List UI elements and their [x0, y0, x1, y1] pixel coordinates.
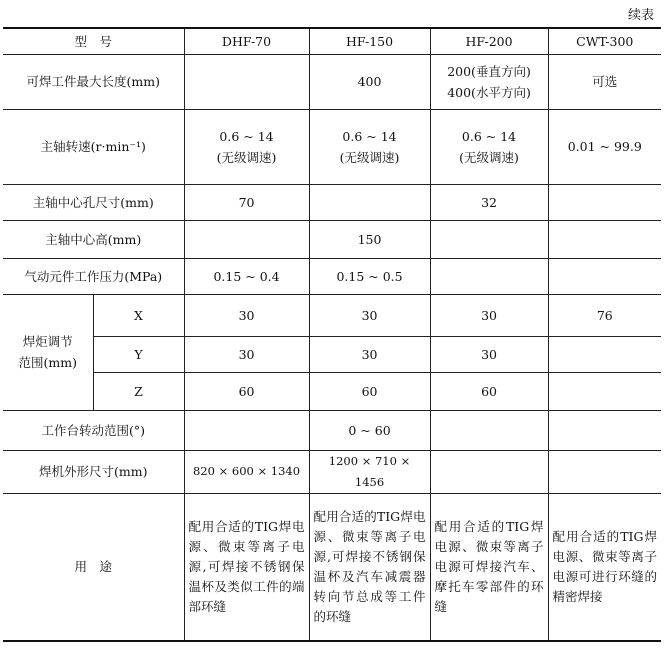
axis-x-label: X [93, 294, 184, 336]
row-torch-x [3, 294, 661, 336]
row-dimensions [3, 450, 661, 493]
cell-speed-dhf70 [184, 109, 309, 184]
model-cwt300: CWT-300 [548, 28, 661, 54]
cell-z-dhf70: 60 [184, 372, 309, 410]
cell-usage-cwt300: 配用合适的TIG焊电源、微束等离子电源可进行环缝的精密焊接 [548, 493, 661, 641]
label-max-length: 可焊工件最大长度(mm) [3, 54, 184, 109]
cell-max-length-cwt300: 可选 [548, 54, 661, 109]
row-center-height [3, 220, 661, 258]
speed-range: 0.6 ~ 14 [461, 128, 517, 144]
row-max-length [3, 54, 661, 109]
cell-speed-hf150 [309, 109, 430, 184]
cell-z-hf150: 60 [309, 372, 430, 410]
speed-range: 0.6 ~ 14 [219, 128, 274, 144]
row-pressure [3, 258, 661, 294]
cell-max-length-hf200 [430, 54, 548, 109]
cell-empty [548, 450, 661, 493]
cell-center-hole-dhf70: 70 [184, 184, 309, 220]
cell-center-height-hf150: 150 [309, 220, 430, 258]
cell-empty [184, 410, 309, 450]
row-spindle-speed [3, 109, 661, 184]
speed-note: (无级调速) [339, 149, 400, 165]
row-torch-y [3, 336, 661, 372]
label-center-hole: 主轴中心孔尺寸(mm) [3, 184, 184, 220]
cell-usage-hf200: 配用合适的TIG焊电源、微束等离子电源可焊接汽车、摩托车零部件的环缝 [430, 493, 548, 641]
continued-label: 续表 [627, 8, 654, 23]
cell-empty [548, 410, 661, 450]
cell-speed-hf200 [430, 109, 548, 184]
cell-center-hole-hf200: 32 [430, 184, 548, 220]
row-center-hole [3, 184, 661, 220]
cell-y-dhf70: 30 [184, 336, 309, 372]
cell-usage-dhf70: 配用合适的TIG焊电源、微束等离子电源,可焊接不锈钢保温杯及类似工件的端部环缝 [184, 493, 309, 641]
torch-range-line2: 范围(mm) [18, 355, 77, 370]
max-length-horizontal: 400(水平方向) [447, 84, 531, 100]
axis-z-label: Z [93, 372, 184, 410]
label-pressure: 气动元件工作压力(MPa) [3, 258, 184, 294]
model-dhf70: DHF-70 [184, 28, 309, 54]
cell-x-hf200: 30 [430, 294, 548, 336]
cell-empty [548, 336, 661, 372]
max-length-vertical: 200(垂直方向) [447, 63, 531, 79]
cell-empty [184, 54, 309, 109]
label-spindle-speed: 主轴转速(r·min⁻¹) [3, 109, 184, 184]
speed-range: 0.6 ~ 14 [342, 128, 397, 144]
cell-rotation-hf150: 0 ~ 60 [309, 410, 430, 450]
cell-empty [548, 372, 661, 410]
label-rotation: 工作台转动范围(°) [3, 410, 184, 450]
speed-note: (无级调速) [216, 149, 277, 165]
welder-spec-table [3, 27, 661, 642]
cell-empty [430, 410, 548, 450]
cell-empty [309, 184, 430, 220]
model-hf200: HF-200 [430, 28, 548, 54]
cell-empty [548, 220, 661, 258]
cell-empty [430, 450, 548, 493]
cell-z-hf200: 60 [430, 372, 548, 410]
cell-dimensions-dhf70: 820 × 600 × 1340 [184, 450, 309, 493]
cell-x-hf150: 30 [309, 294, 430, 336]
label-dimensions: 焊机外形尺寸(mm) [3, 450, 184, 493]
cell-x-dhf70: 30 [184, 294, 309, 336]
cell-empty [430, 220, 548, 258]
speed-note: (无级调速) [459, 149, 519, 165]
label-usage: 用 途 [3, 493, 184, 641]
cell-usage-hf150: 配用合适的TIG焊电源、微束等离子电源,可焊接不锈钢保温杯及汽车减震器转向节总成等工件的环缝 [309, 493, 430, 641]
axis-y-label: Y [93, 336, 184, 372]
label-center-height: 主轴中心高(mm) [3, 220, 184, 258]
cell-pressure-dhf70: 0.15 ~ 0.4 [184, 258, 309, 294]
cell-x-cwt300: 76 [548, 294, 661, 336]
cell-speed-cwt300: 0.01 ~ 99.9 [548, 109, 661, 184]
row-torch-z [3, 372, 661, 410]
cell-max-length-hf150: 400 [309, 54, 430, 109]
cell-y-hf200: 30 [430, 336, 548, 372]
cell-pressure-hf150: 0.15 ~ 0.5 [309, 258, 430, 294]
row-usage [3, 493, 661, 641]
label-torch-range [3, 294, 93, 410]
model-label: 型 号 [3, 28, 184, 54]
cell-y-hf150: 30 [309, 336, 430, 372]
cell-empty [184, 220, 309, 258]
cell-empty [548, 184, 661, 220]
model-hf150: HF-150 [309, 28, 430, 54]
header-row [3, 28, 661, 54]
row-rotation [3, 410, 661, 450]
cell-empty [430, 258, 548, 294]
cell-empty [548, 258, 661, 294]
cell-dimensions-hf150: 1200 × 710 × 1456 [309, 450, 430, 493]
torch-range-line1: 焊炬调节 [22, 334, 73, 349]
